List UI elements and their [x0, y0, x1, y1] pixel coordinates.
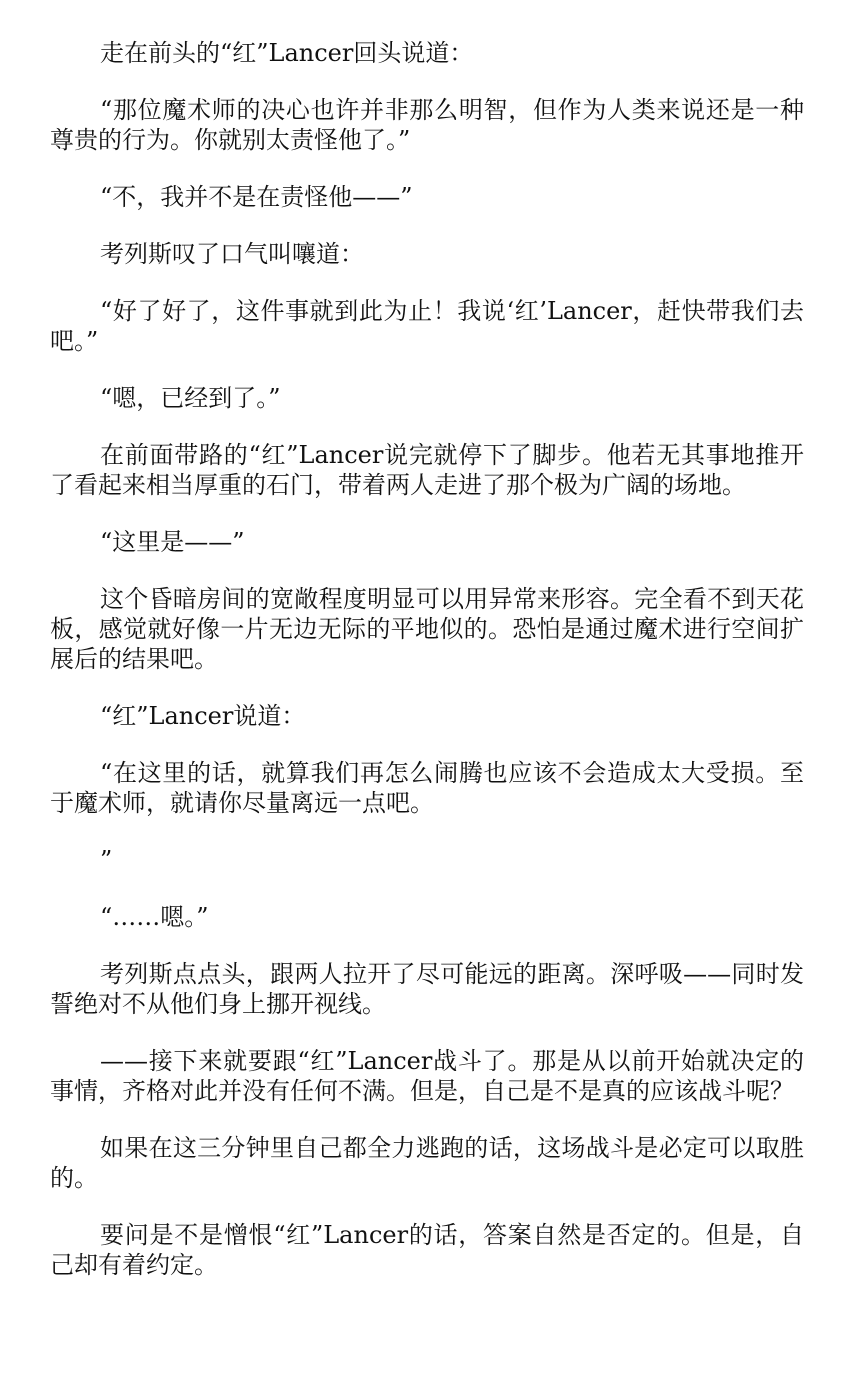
paragraph: “嗯，已经到了。” — [100, 384, 281, 412]
paragraph: “……嗯。” — [100, 903, 209, 931]
paragraph: 考列斯点点头，跟两人拉开了尽可能远的距离。深呼吸——同时发誓绝对不从他们身上挪开视线。 — [50, 960, 804, 1018]
paragraph: 在前面带路的“红”Lancer说完就停下了脚步。他若无其事地推开了看起来相当厚重的石门，带着两人走进了那个极为广阔的场地。 — [50, 441, 804, 499]
paragraph: ” — [100, 846, 113, 874]
paragraph: “这里是——” — [100, 528, 245, 556]
paragraph: 如果在这三分钟里自己都全力逃跑的话，这场战斗是必定可以取胜的。 — [50, 1134, 804, 1192]
paragraph: 走在前头的“红”Lancer回头说道： — [100, 39, 474, 67]
document-page — [50, 38, 804, 1307]
paragraph: ——接下来就要跟“红”Lancer战斗了。那是从以前开始就决定的事情，齐格对此并没有任何不满。但是，自己是不是真的应该战斗呢？ — [50, 1047, 804, 1105]
paragraph: 考列斯叹了口气叫嚷道： — [100, 240, 364, 268]
paragraph: “在这里的话，就算我们再怎么闹腾也应该不会造成太大受损。至于魔术师，就请你尽量离远一点吧。 — [50, 759, 804, 817]
paragraph: “红”Lancer说道： — [100, 702, 306, 730]
paragraph: 要问是不是憎恨“红”Lancer的话，答案自然是否定的。但是，自己却有着约定。 — [50, 1221, 804, 1279]
paragraph: “好了好了，这件事就到此为止！我说‘红’Lancer，赶快带我们去吧。” — [50, 297, 804, 355]
paragraph: “不，我并不是在责怪他——” — [100, 183, 413, 211]
paragraph: 这个昏暗房间的宽敞程度明显可以用异常来形容。完全看不到天花板，感觉就好像一片无边无际的平地似的。恐怕是通过魔术进行空间扩展后的结果吧。 — [50, 585, 804, 673]
paragraph: “那位魔术师的决心也许并非那么明智，但作为人类来说还是一种尊贵的行为。你就别太责怪他了。” — [50, 96, 804, 154]
